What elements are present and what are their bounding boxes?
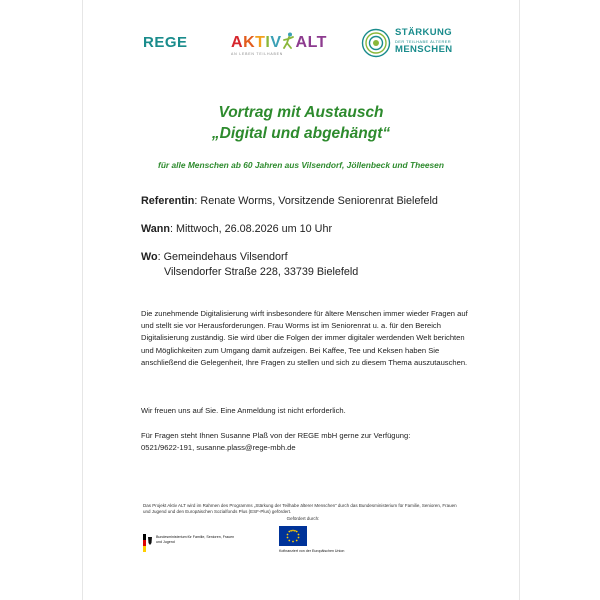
description-paragraph: Die zunehmende Digitalisierung wirft insbesondere für ältere Menschen immer wieder Fragen auf und stellt sie vor Herausforderungen. Frau Worms ist im Seniorenrat u. a. für den Bereich Digitalisierung zuständig. Sie wird über die Folgen der immer digitaler werdenden Welt berichten und Möglichkeiten zum Umgang damit aufzeigen. Bei Kaffee, Tee und Keksen haben Sie anschließend die Gelegenheit, Ihre Fragen zu stellen und sich zu diesem Thema auszutauschen. xyxy=(141,309,468,367)
running-person-icon xyxy=(283,32,295,50)
aktiv-letter: V xyxy=(270,34,282,51)
aktiv-alt-word: ALT xyxy=(295,34,327,51)
event-title xyxy=(83,102,519,144)
speaker-label: Referentin xyxy=(141,195,195,207)
aktiv-tagline: AN LEBEN TEILHABEN xyxy=(231,52,284,56)
date-label: Wann xyxy=(141,223,170,235)
location-value: : Gemeindehaus Vilsendorf xyxy=(157,251,288,263)
location-address: Vilsendorfer Straße 228, 33739 Bielefeld xyxy=(164,266,359,278)
contact-line1: Für Fragen steht Ihnen Susanne Plaß von der REGE mbH gerne zur Verfügung: xyxy=(141,431,411,440)
staerkung-line1: STÄRKUNG xyxy=(395,27,453,38)
eu-flag-icon xyxy=(279,526,307,546)
aktiv-letter: I xyxy=(265,34,271,51)
flyer-page xyxy=(82,0,520,600)
speaker-value: : Renate Worms, Vorsitzende Seniorenrat Bielefeld xyxy=(194,195,438,207)
funding-note xyxy=(143,503,463,522)
funding-text: Das Projekt Aktiv ALT wird im Rahmen des Programms „Stärkung der Teilhabe älterer Menschen“ durch das Bundesministerium für Familie, Senioren, Frauen und Jugend und den Europäischen Sozialfonds Plus (ESF-Plus) gefördert. xyxy=(143,503,457,515)
aktiv-alt-logo xyxy=(231,32,327,52)
title-line2: „Digital und abgehängt“ xyxy=(211,125,391,142)
staerkung-line3: MENSCHEN xyxy=(395,44,453,55)
ministry-name: Bundesministerium für Familie, Senioren, Frauen und Jugend xyxy=(156,535,235,544)
federal-flag-icon xyxy=(143,534,153,552)
rege-logo: REGE xyxy=(143,34,188,51)
title-line1: Vortrag mit Austausch xyxy=(218,104,384,121)
location-label: Wo xyxy=(141,251,158,263)
concentric-circles-icon xyxy=(361,28,391,58)
location-line xyxy=(141,251,288,263)
funded-by-label: Gefördert durch: xyxy=(286,515,320,521)
aktiv-letter: K xyxy=(243,34,256,51)
staerkung-line2: DER TEILHABE ÄLTERER xyxy=(395,39,452,44)
logo-bar xyxy=(83,22,519,62)
audience-subtitle: für alle Menschen ab 60 Jahren aus Vilsendorf, Jöllenbeck und Theesen xyxy=(158,160,444,170)
aktiv-letter: A xyxy=(231,34,244,51)
contact-paragraph xyxy=(141,430,471,454)
contact-line2: 0521/9622-191, susanne.plass@rege-mbh.de xyxy=(141,443,296,453)
aktiv-letter: T xyxy=(255,34,266,51)
date-value: : Mittwoch, 26.08.2026 um 10 Uhr xyxy=(170,223,333,235)
eu-logo xyxy=(279,526,349,554)
welcome-paragraph: Wir freuen uns auf Sie. Eine Anmeldung ist nicht erforderlich. xyxy=(141,406,346,415)
speaker-line xyxy=(141,195,438,207)
eu-cofinanced-text: Kofinanziert von der Europäischen Union xyxy=(279,549,345,553)
date-line xyxy=(141,223,332,235)
